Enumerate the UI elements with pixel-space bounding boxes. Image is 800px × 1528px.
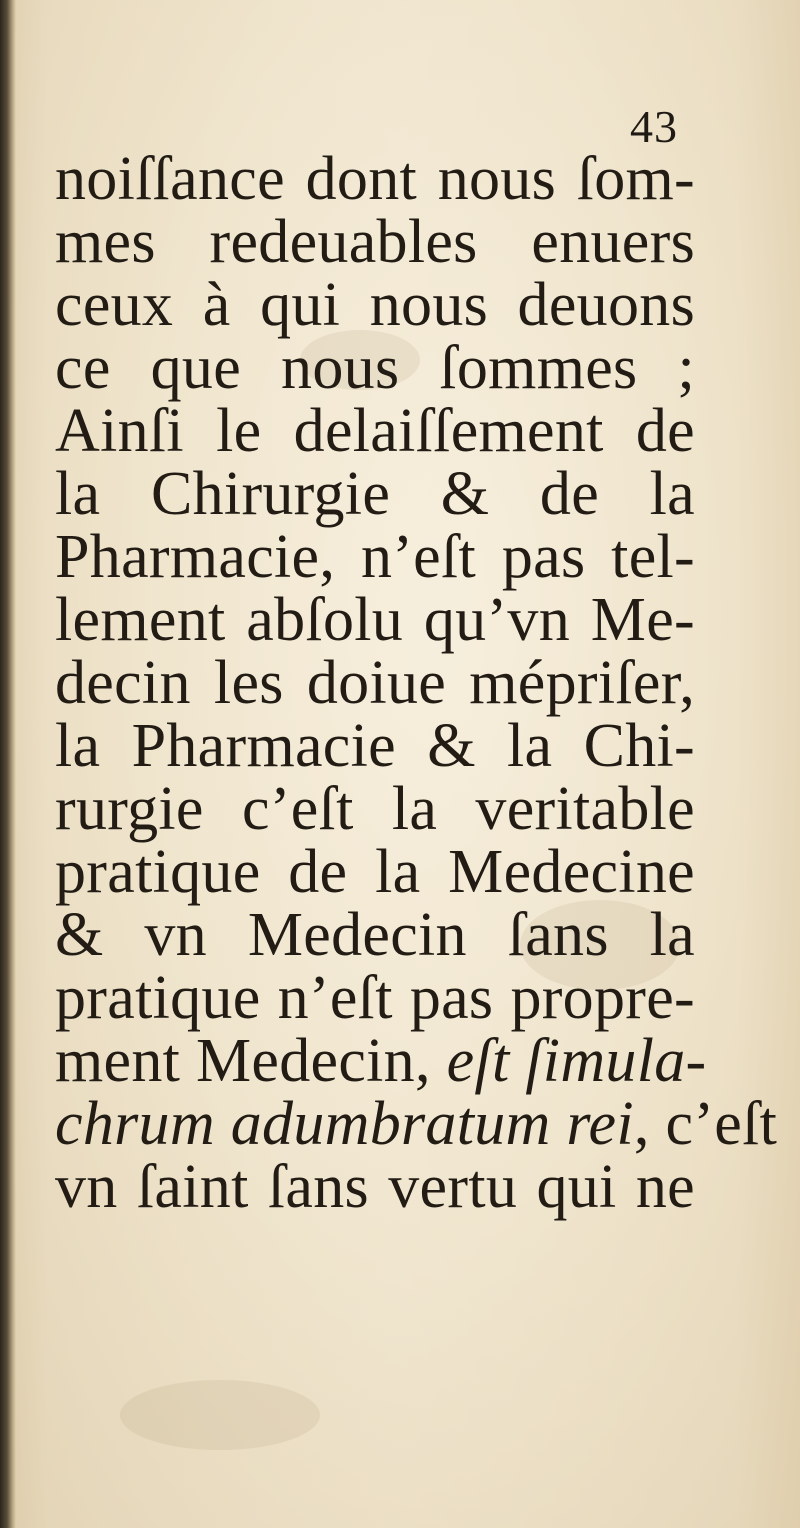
text-segment: pratique n’eſt pas propre- (55, 964, 695, 1032)
text-segment: & vn Medecin ſans la (55, 901, 695, 969)
text-segment: la Chirurgie & de la (55, 460, 695, 528)
text-segment: Pharmacie, n’eſt pas tel- (55, 523, 695, 591)
text-line (55, 271, 695, 339)
paper-stain (120, 1380, 320, 1450)
text-segment: lement abſolu qu’vn Me- (55, 586, 695, 654)
text-segment: mes redeuables enuers (55, 208, 695, 276)
text-segment: ceux à qui nous deuons (55, 271, 695, 339)
text-segment: , c’eſt (633, 1090, 778, 1158)
text-line (55, 145, 695, 213)
text-line (55, 838, 695, 906)
text-line (55, 1090, 778, 1158)
text-segment: vn ſaint ſans vertu qui ne (55, 1153, 695, 1221)
text-line (55, 649, 695, 717)
italic-segment: chrum adumbratum rei (55, 1090, 634, 1158)
text-segment: noiſſance dont nous ſom- (55, 145, 695, 213)
text-line (55, 1153, 695, 1221)
text-line (55, 523, 695, 591)
text-segment: ment Medecin, (55, 1027, 447, 1095)
text-line (55, 775, 695, 843)
page-number: 43 (630, 101, 678, 152)
text-segment: pratique de la Medecine (55, 838, 695, 906)
text-segment: ce que nous ſommes ; (55, 334, 695, 402)
book-gutter (0, 0, 16, 1528)
text-line (55, 1027, 707, 1095)
body-text (55, 145, 778, 1221)
text-line (55, 964, 695, 1032)
text-line (55, 397, 695, 465)
text-line (55, 901, 695, 969)
text-segment: rurgie c’eſt la veritable (55, 775, 695, 843)
text-line (55, 712, 695, 780)
text-line (55, 460, 695, 528)
text-line (55, 586, 695, 654)
text-segment: la Pharmacie & la Chi- (55, 712, 695, 780)
text-line (55, 334, 695, 402)
text-segment: Ainſi le delaiſſement de (55, 397, 695, 465)
italic-segment: eſt ſimula- (446, 1027, 707, 1095)
text-line (55, 208, 695, 276)
text-segment: decin les doiue mépriſer, (55, 649, 695, 717)
